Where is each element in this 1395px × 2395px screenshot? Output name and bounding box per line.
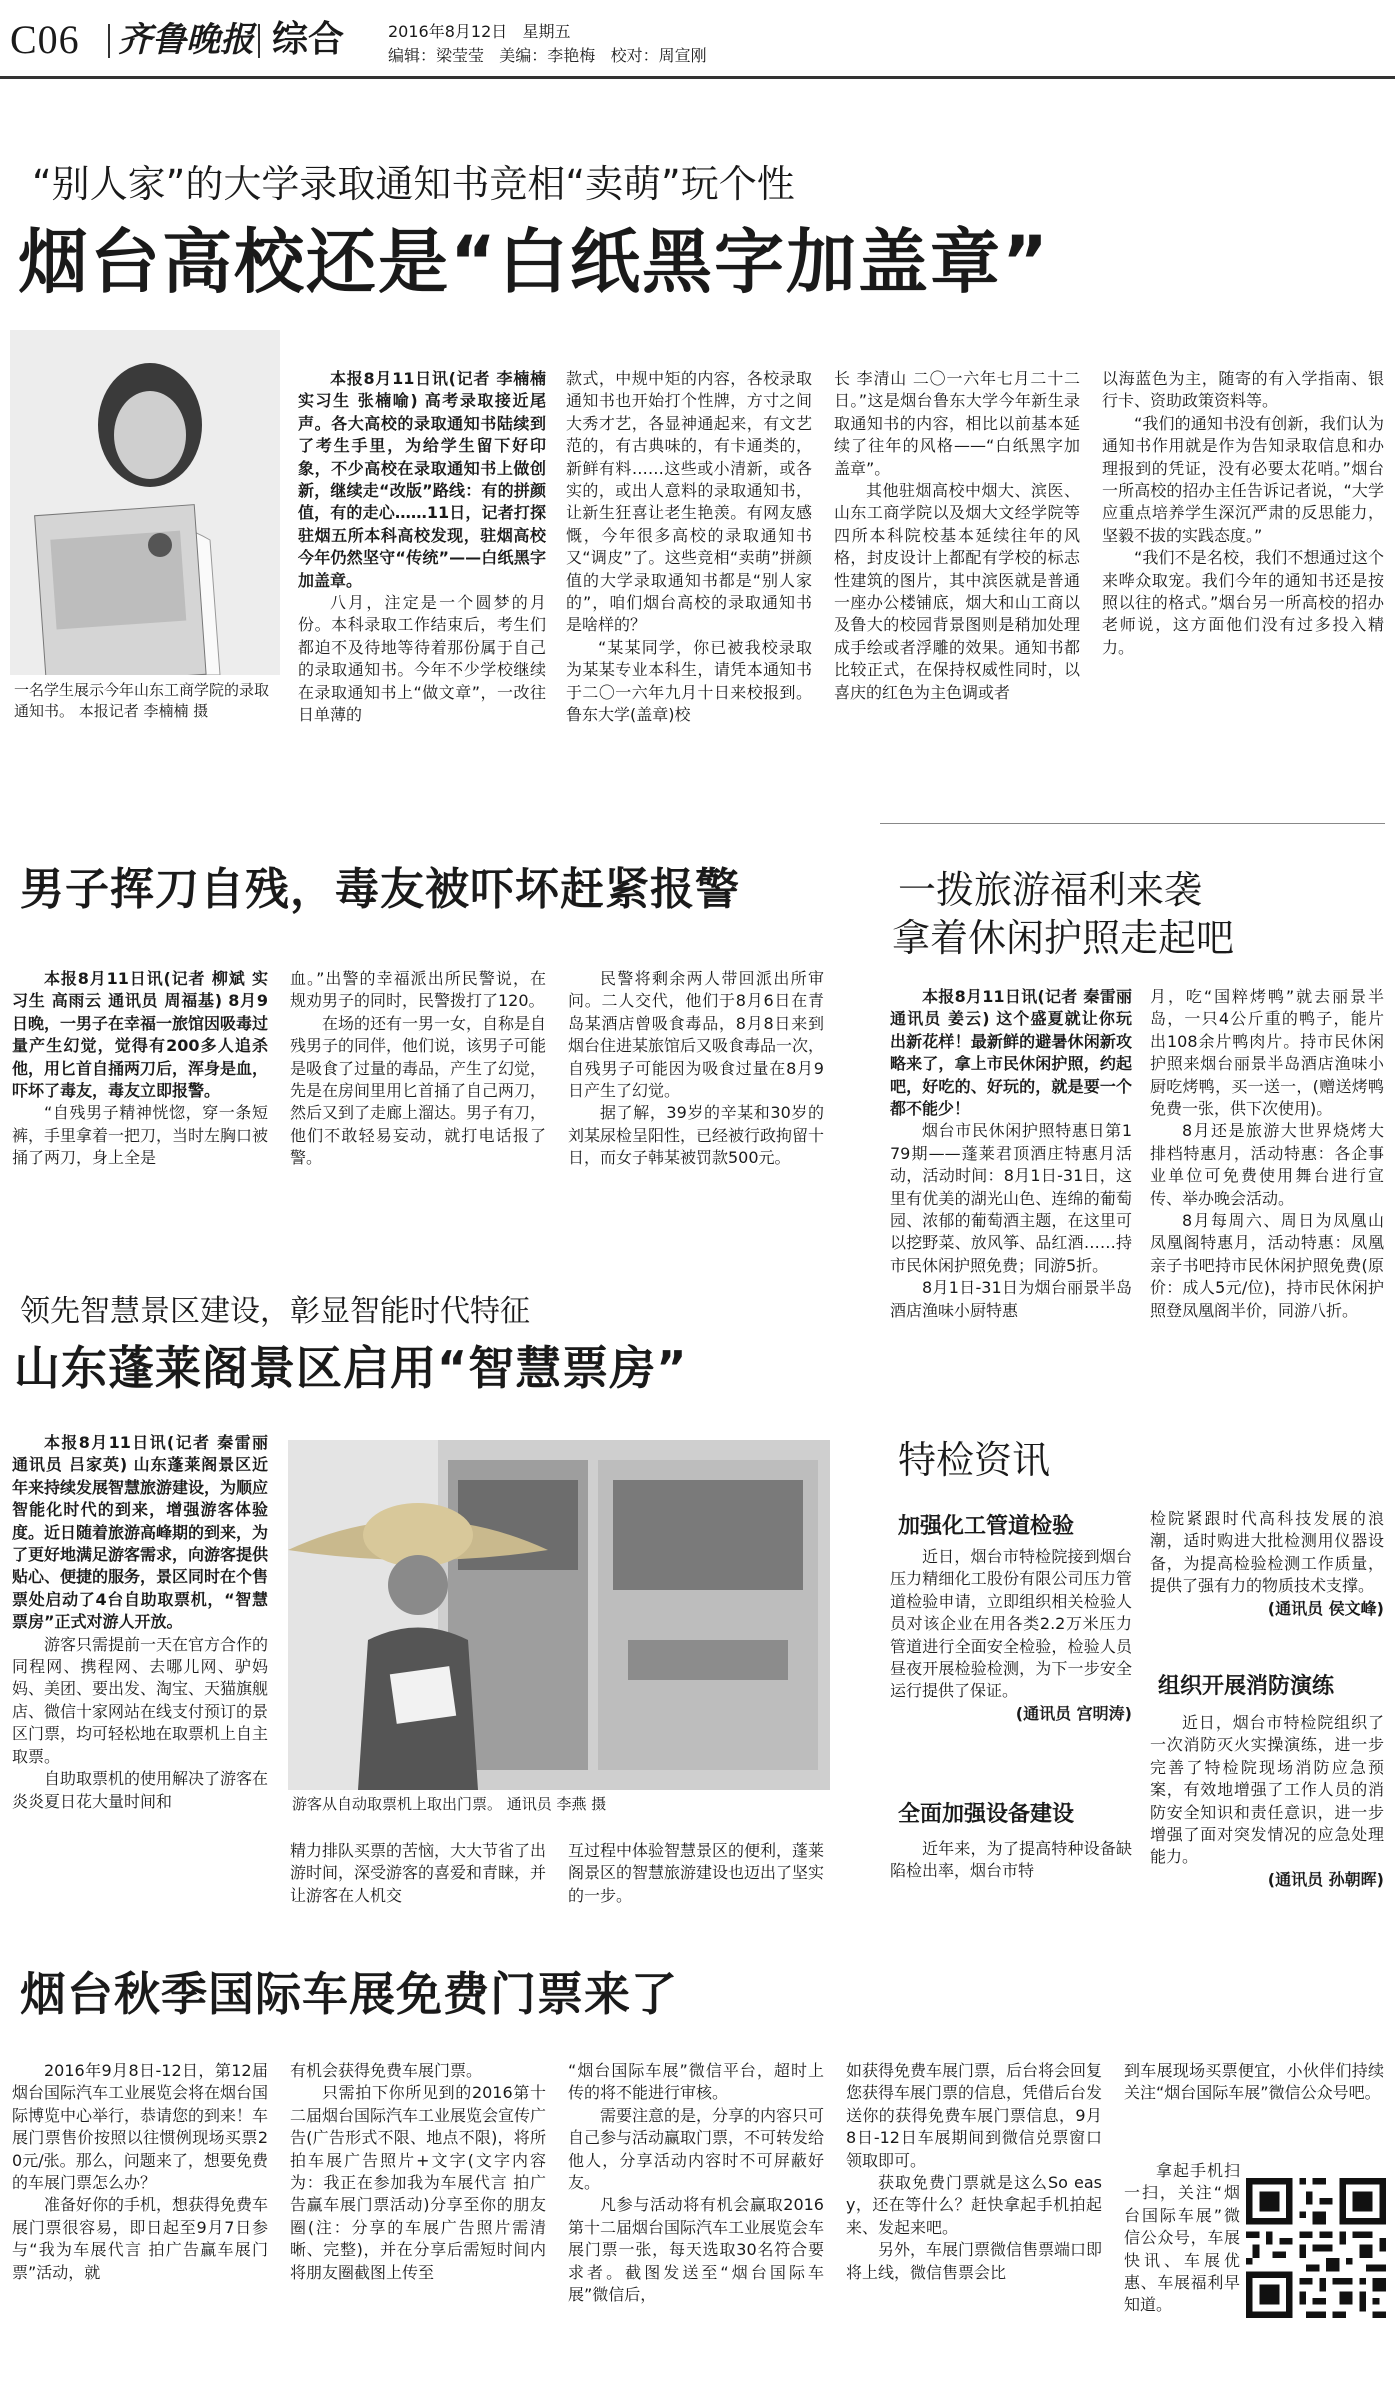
story3-lead: 本报8月11日讯(记者 秦雷丽 通讯员 吕家英) 山东蓬莱阁景区近年来持续发展智慧旅游建设，为顺应智能化时代的到来，增强游客体验度。近日随着旅游高峰期的到来，为了更好地满足游客需求，向游客提供贴心、便捷的服务，景区同时在个售票处启动了4台自助取票机，“智慧票房”正式对游人开放。 (12, 1433, 268, 1632)
story2-paragraph: 民警将剩余两人带回派出所审问。二人交代，他们于8月6日在青岛某酒店曾吸食毒品，8月8日来到烟台住进某旅馆后又吸食毒品一次，自残男子可能因为吸食过量在8月9日产生了幻觉。 (568, 969, 824, 1101)
story1-lead: 本报8月11日讯(记者 李楠楠 实习生 张楠喻) 高考录取接近尾声。各大高校的录取通知书陆续到了考生手里，为给学生留下好印象，不少高校在录取通知书上做创新，继续走“改版”路线：有的拼颜值，有的走心……11日，记者打探驻烟五所本科高校发现，驻烟高校今年仍然坚守“传统”——白纸黑字加盖章。 (298, 369, 546, 590)
story6-qr-text (1124, 2160, 1240, 2380)
section-title: 特检资讯 (898, 1438, 1051, 1482)
story1-paragraph: “我们不是名校，我们不想通过这个来哗众取宠。我们今年的通知书还是按照以往的格式。”烟台另一所高校的招办老师说，这方面他们没有过多投入精力。 (1102, 548, 1384, 657)
story4-paragraph: 8月1日-31日为烟台丽景半岛酒店渔味小厨特惠 (890, 1278, 1132, 1320)
special-equipment-column-3 (1150, 1712, 1384, 1912)
story2-lead: 本报8月11日讯(记者 柳斌 实习生 高雨云 通讯员 周福基) 8月9日晚，一男子在幸福一旅馆因吸毒过量产生幻觉，觉得有200多人追杀他，用匕首自捅两刀后，浑身是血，吓坏了毒友，毒友立即报警。 (12, 969, 268, 1101)
story2-paragraph: “自残男子精神恍惚，穿一条短裤，手里拿着一把刀，当时左胸口被捅了两刀，身上全是 (12, 1103, 268, 1168)
story4-column-1 (890, 986, 1132, 1404)
proofreader-credit: 校对：周宣刚 (610, 46, 707, 65)
masthead-rule (0, 76, 1395, 79)
story4-lead: 本报8月11日讯(记者 秦雷丽 通讯员 姜云) 这个盛夏就让你玩出新花样！最新鲜的避暑休闲新攻略来了，拿上市民休闲护照，约起吧，好吃的、好玩的，就是要一个都不能少！ (890, 987, 1132, 1119)
story4-paragraph: 烟台市民休闲护照特惠日第179期——蓬莱君顶酒庄特惠月活动，活动时间：8月1日-31日，这里有优美的湖光山色、连绵的葡萄园、浓郁的葡萄酒主题，在这里可以挖野菜、放风筝、品红酒……持市民休闲护照免费；同游5折。 (890, 1121, 1132, 1275)
special-equipment-column-1 (890, 1546, 1132, 1766)
story1-column-2 (566, 368, 812, 758)
story4-headline-line2: 拿着休闲护照走起吧 (892, 916, 1235, 960)
item-paragraph: 检院紧跟时代高科技发展的浪潮，适时购进大批检测用仪器设备，为提高检验检测工作质量，提供了强有力的物质技术支撑。 (1150, 1509, 1384, 1596)
story6-paragraph: 拿起手机扫一扫，关注“烟台国际车展”微信公众号，车展快讯、车展优惠、车展福利早知道。 (1124, 2161, 1240, 2315)
ticket-machine-illustration (288, 1440, 830, 1790)
story6-column-3 (568, 2060, 824, 2380)
story6-paragraph: 有机会获得免费车展门票。 (290, 2061, 483, 2080)
student-photo (10, 330, 280, 675)
story6-paragraph: 准备好你的手机，想获得免费车展门票很容易，即日起至9月7日参与“我为车展代言 拍广告赢车展门票”活动，就 (12, 2195, 268, 2282)
story6-headline: 烟台秋季国际车展免费门票来了 (20, 1967, 678, 2021)
item-paragraph: 近日，烟台市特检院组织了一次消防灭火实操演练，进一步完善了特检院现场消防应急预案，有效地增强了工作人员的消防安全知识和责任意识，进一步增强了面对突发情况的应急处理能力。 (1150, 1713, 1384, 1867)
item-title: 加强化工管道检验 (898, 1514, 1075, 1539)
story6-paragraph: 需要注意的是，分享的内容只可自己参与活动赢取门票，不可转发给他人，分享活动内容时不可屏蔽好友。 (568, 2105, 824, 2193)
story3-paragraph: 互过程中体验智慧景区的便利，蓬莱阁景区的智慧旅游建设也迈出了坚实的一步。 (568, 1841, 824, 1905)
story1-paragraph: 长 李清山 二〇一六年七月二十二日。”这是烟台鲁东大学今年新生录取通知书的内容，相比以前基本延续了往年的风格——“白纸黑字加盖章”。 (834, 369, 1080, 478)
story2-headline: 男子挥刀自残，毒友被吓坏赶紧报警 (20, 864, 740, 915)
story6-column-5 (1124, 2060, 1384, 2160)
issue-date (388, 22, 571, 42)
story1-paragraph: “我们的通知书没有创新，我们认为通知书作用就是作为告知录取信息和办理报到的凭证，没有必要太花哨。”烟台一所高校的招办主任告诉记者说，“大学应重点培养学生深沉严肃的反思能力，坚毅不拔的实践态度。” (1102, 413, 1384, 545)
story3-paragraph: 自助取票机的使用解决了游客在炎炎夏日花大量时间和 (12, 1769, 268, 1811)
story2-column-1 (12, 968, 268, 1258)
story-divider (880, 823, 1385, 824)
story3-headline: 山东蓬莱阁景区启用“智慧票房” (14, 1341, 688, 1395)
story2-paragraph: 血。”出警的幸福派出所民警说，在规劝男子的同时，民警拨打了120。 (290, 969, 546, 1011)
student-illustration (10, 330, 280, 675)
story4-headline-line1: 一拨旅游福利来袭 (898, 868, 1203, 912)
story1-paragraph: 其他驻烟高校中烟大、滨医、山东工商学院以及烟大文经学院等四所本科院校基本延续往年的风格，封皮设计上都配有学校的标志性建筑的图片，其中滨医就是普通一座办公楼铺底，烟大和山工商以及鲁大的校园背景图则是稍加处理成手绘或者浮雕的效果。通知书都比较正式，在保持权威性同时，以喜庆的红色为主色调或者 (834, 481, 1080, 702)
story6-paragraph: 只需拍下你所见到的2016第十二届烟台国际汽车工业展览会宣传广告(广告形式不限、地点不限)，将所拍车展广告照片+文字(文字内容为：我正在参加我为车展代言 拍广告赢车展门票活动)分享至你的朋友圈(注：分享的车展广告照片需清晰、完整)，并在分享后需短时间内将朋友圈截图上传至 (290, 2083, 546, 2282)
story3-column-2 (290, 1840, 546, 1910)
ticket-machine-photo (288, 1440, 830, 1790)
story1-paragraph: 以海蓝色为主，随寄的有入学指南、银行卡、资助政策资料等。 (1102, 369, 1384, 411)
story3-column-1 (12, 1432, 268, 1902)
byline: (通讯员 宫明涛) (1015, 1703, 1132, 1723)
photo-caption: 游客从自动取票机上取出门票。 通讯员 李燕 摄 (292, 1795, 607, 1813)
story3-kicker: 领先智慧景区建设，彰显智能时代特征 (20, 1294, 530, 1329)
story4-paragraph: 8月还是旅游大世界烧烤大排档特惠月，活动特惠：各企事业单位可免费使用舞台进行宣传、举办晚会活动。 (1150, 1121, 1384, 1208)
byline: (通讯员 侯文峰) (1267, 1598, 1384, 1618)
special-equipment-item2 (890, 1838, 1132, 1908)
special-equipment-column-2 (1150, 1508, 1384, 1658)
story2-column-2 (290, 968, 546, 1258)
story6-paragraph: 凡参与活动将有机会赢取2016第十二届烟台国际汽车工业展览会车展门票一张，每天选取30名符合要求者。截图发送至“烟台国际车展”微信后， (568, 2195, 824, 2305)
story4-paragraph: 月，吃“国粹烤鸭”就去丽景半岛，一只4公斤重的鸭子，能片出108余片鸭肉片。持市民休闲护照来烟台丽景半岛酒店渔味小厨吃烤鸭，买一送一，(赠送烤鸭免费一张，供下次使用)。 (1150, 987, 1384, 1119)
photo-caption: 一名学生展示今年山东工商学院的录取通知书。 本报记者 李楠楠 摄 (14, 681, 270, 720)
story6-column-2 (290, 2060, 546, 2380)
masthead-divider (258, 24, 260, 58)
story1-paragraph: 八月，注定是一个圆梦的月份。本科录取工作结束后，考生们都迫不及待地等待着那份属于自己的录取通知书。今年不少学校继续在录取通知书上“做文章”，一改往日单薄的 (298, 593, 546, 725)
page-number: C06 (10, 17, 80, 62)
item-title: 全面加强设备建设 (898, 1802, 1075, 1827)
section-name: 综合 (272, 19, 345, 60)
date-text: 2016年8月12日 (388, 22, 508, 41)
story1-column-3 (834, 368, 1080, 758)
story2-paragraph: 在场的还有一男一女，自称是自残男子的同伴，他们说，该男子可能是吸食了过量的毒品，产生了幻觉，先是在房间里用匕首捅了自己两刀，然后又到了走廊上溜达。男子有刀，他们不敢轻易妄动，就打电话报了警。 (290, 1013, 546, 1168)
story1-paragraph: 款式，中规中矩的内容，各校录取通知书也开始打个性牌，方寸之间大秀才艺，各显神通起来，有文艺范的，有古典味的，有卡通类的，新鲜有料……这些或小清新，或各实的，或出人意料的录取通知书，让新生狂喜让老生艳羡。有网友感慨，今年很多高校的录取通知书又“调皮”了。这些竞相“卖萌”拼颜值的大学录取通知书都是“别人家的”，咱们烟台高校的录取通知书是啥样的？ (566, 369, 812, 635)
story6-paragraph: 如获得免费车展门票，后台将会回复您获得车展门票的信息，凭借后台发送你的获得免费车展门票信息，9月8日-12日车展期间到微信兑票窗口领取即可。 (846, 2061, 1102, 2170)
story1-kicker: “别人家”的大学录取通知书竞相“卖萌”玩个性 (32, 162, 795, 206)
byline: (通讯员 孙朝晖) (1267, 1869, 1384, 1889)
story2-column-3 (568, 968, 824, 1258)
story6-paragraph: 2016年9月8日-12日，第12届烟台国际汽车工业展览会将在烟台国际博览中心举行，恭请您的到来！车展门票售价按照以往惯例现场买票20元/张。那么，问题来了，想要免费的车展门票怎么办？ (12, 2061, 268, 2193)
story6-paragraph: 另外，车展门票微信售票端口即将上线，微信售票会比 (846, 2240, 1102, 2282)
item-paragraph: 近年来，为了提高特种设备缺陷检出率，烟台市特 (890, 1839, 1132, 1881)
story1-headline: 烟台高校还是“白纸黑字加盖章” (18, 221, 1051, 303)
story3-paragraph: 游客只需提前一天在官方合作的同程网、携程网、去哪儿网、驴妈妈、美团、要出发、淘宝、天猫旗舰店、微信十家网站在线支付预订的景区门票，均可轻松地在取票机上自主取票。 (12, 1634, 268, 1766)
story3-column-3 (568, 1840, 824, 1910)
story6-paragraph: 到车展现场买票便宜，小伙伴们持续关注“烟台国际车展”微信公众号吧。 (1124, 2061, 1384, 2103)
editor-credit: 编辑：梁莹莹 (388, 46, 485, 65)
item-title: 组织开展消防演练 (1158, 1674, 1335, 1699)
story1-paragraph: “某某同学，你已被我校录取为某某专业本科生，请凭本通知书于二〇一六年九月十日来校报到。鲁东大学(盖章)校 (566, 637, 812, 725)
masthead-divider (108, 24, 110, 58)
qr-code[interactable] (1246, 2178, 1386, 2318)
story6-paragraph: “烟台国际车展”微信平台，超时上传的将不能进行审核。 (568, 2061, 824, 2103)
story1-column-1 (298, 368, 546, 758)
story6-paragraph: 获取免费门票就是这么So easy，还在等什么？赶快拿起手机拍起来、发起来吧。 (846, 2173, 1102, 2237)
item-paragraph: 近日，烟台市特检院接到烟台压力精细化工股份有限公司压力管道检验申请，立即组织相关检验人员对该企业在用各类2.2万米压力管道进行全面安全检验，检验人员昼夜开展检验检测，为下一步安全运行提供了保证。 (890, 1547, 1132, 1701)
story3-paragraph: 精力排队买票的苦恼，大大节省了出游时间，深受游客的喜爱和青睐，并让游客在人机交 (290, 1841, 546, 1905)
story6-column-1 (12, 2060, 268, 2380)
paper-logo: 齐鲁晚报 (118, 20, 254, 60)
designer-credit: 美编：李艳梅 (499, 46, 596, 65)
story2-paragraph: 据了解，39岁的辛某和30岁的刘某尿检呈阳性，已经被行政拘留十日，而女子韩某被罚款500元。 (568, 1103, 824, 1168)
weekday-text: 星期五 (522, 22, 571, 41)
story1-column-4 (1102, 368, 1384, 758)
story6-column-4 (846, 2060, 1102, 2380)
story4-paragraph: 8月每周六、周日为凤凰山凤凰阁特惠月，活动特惠：凤凰亲子书吧持市民休闲护照免费(原价：成人5元/位)，持市民休闲护照登凤凰阁半价，同游八折。 (1150, 1211, 1384, 1320)
qr-code-icon (1246, 2178, 1386, 2318)
story4-column-2 (1150, 986, 1384, 1404)
staff-credits (388, 46, 707, 66)
